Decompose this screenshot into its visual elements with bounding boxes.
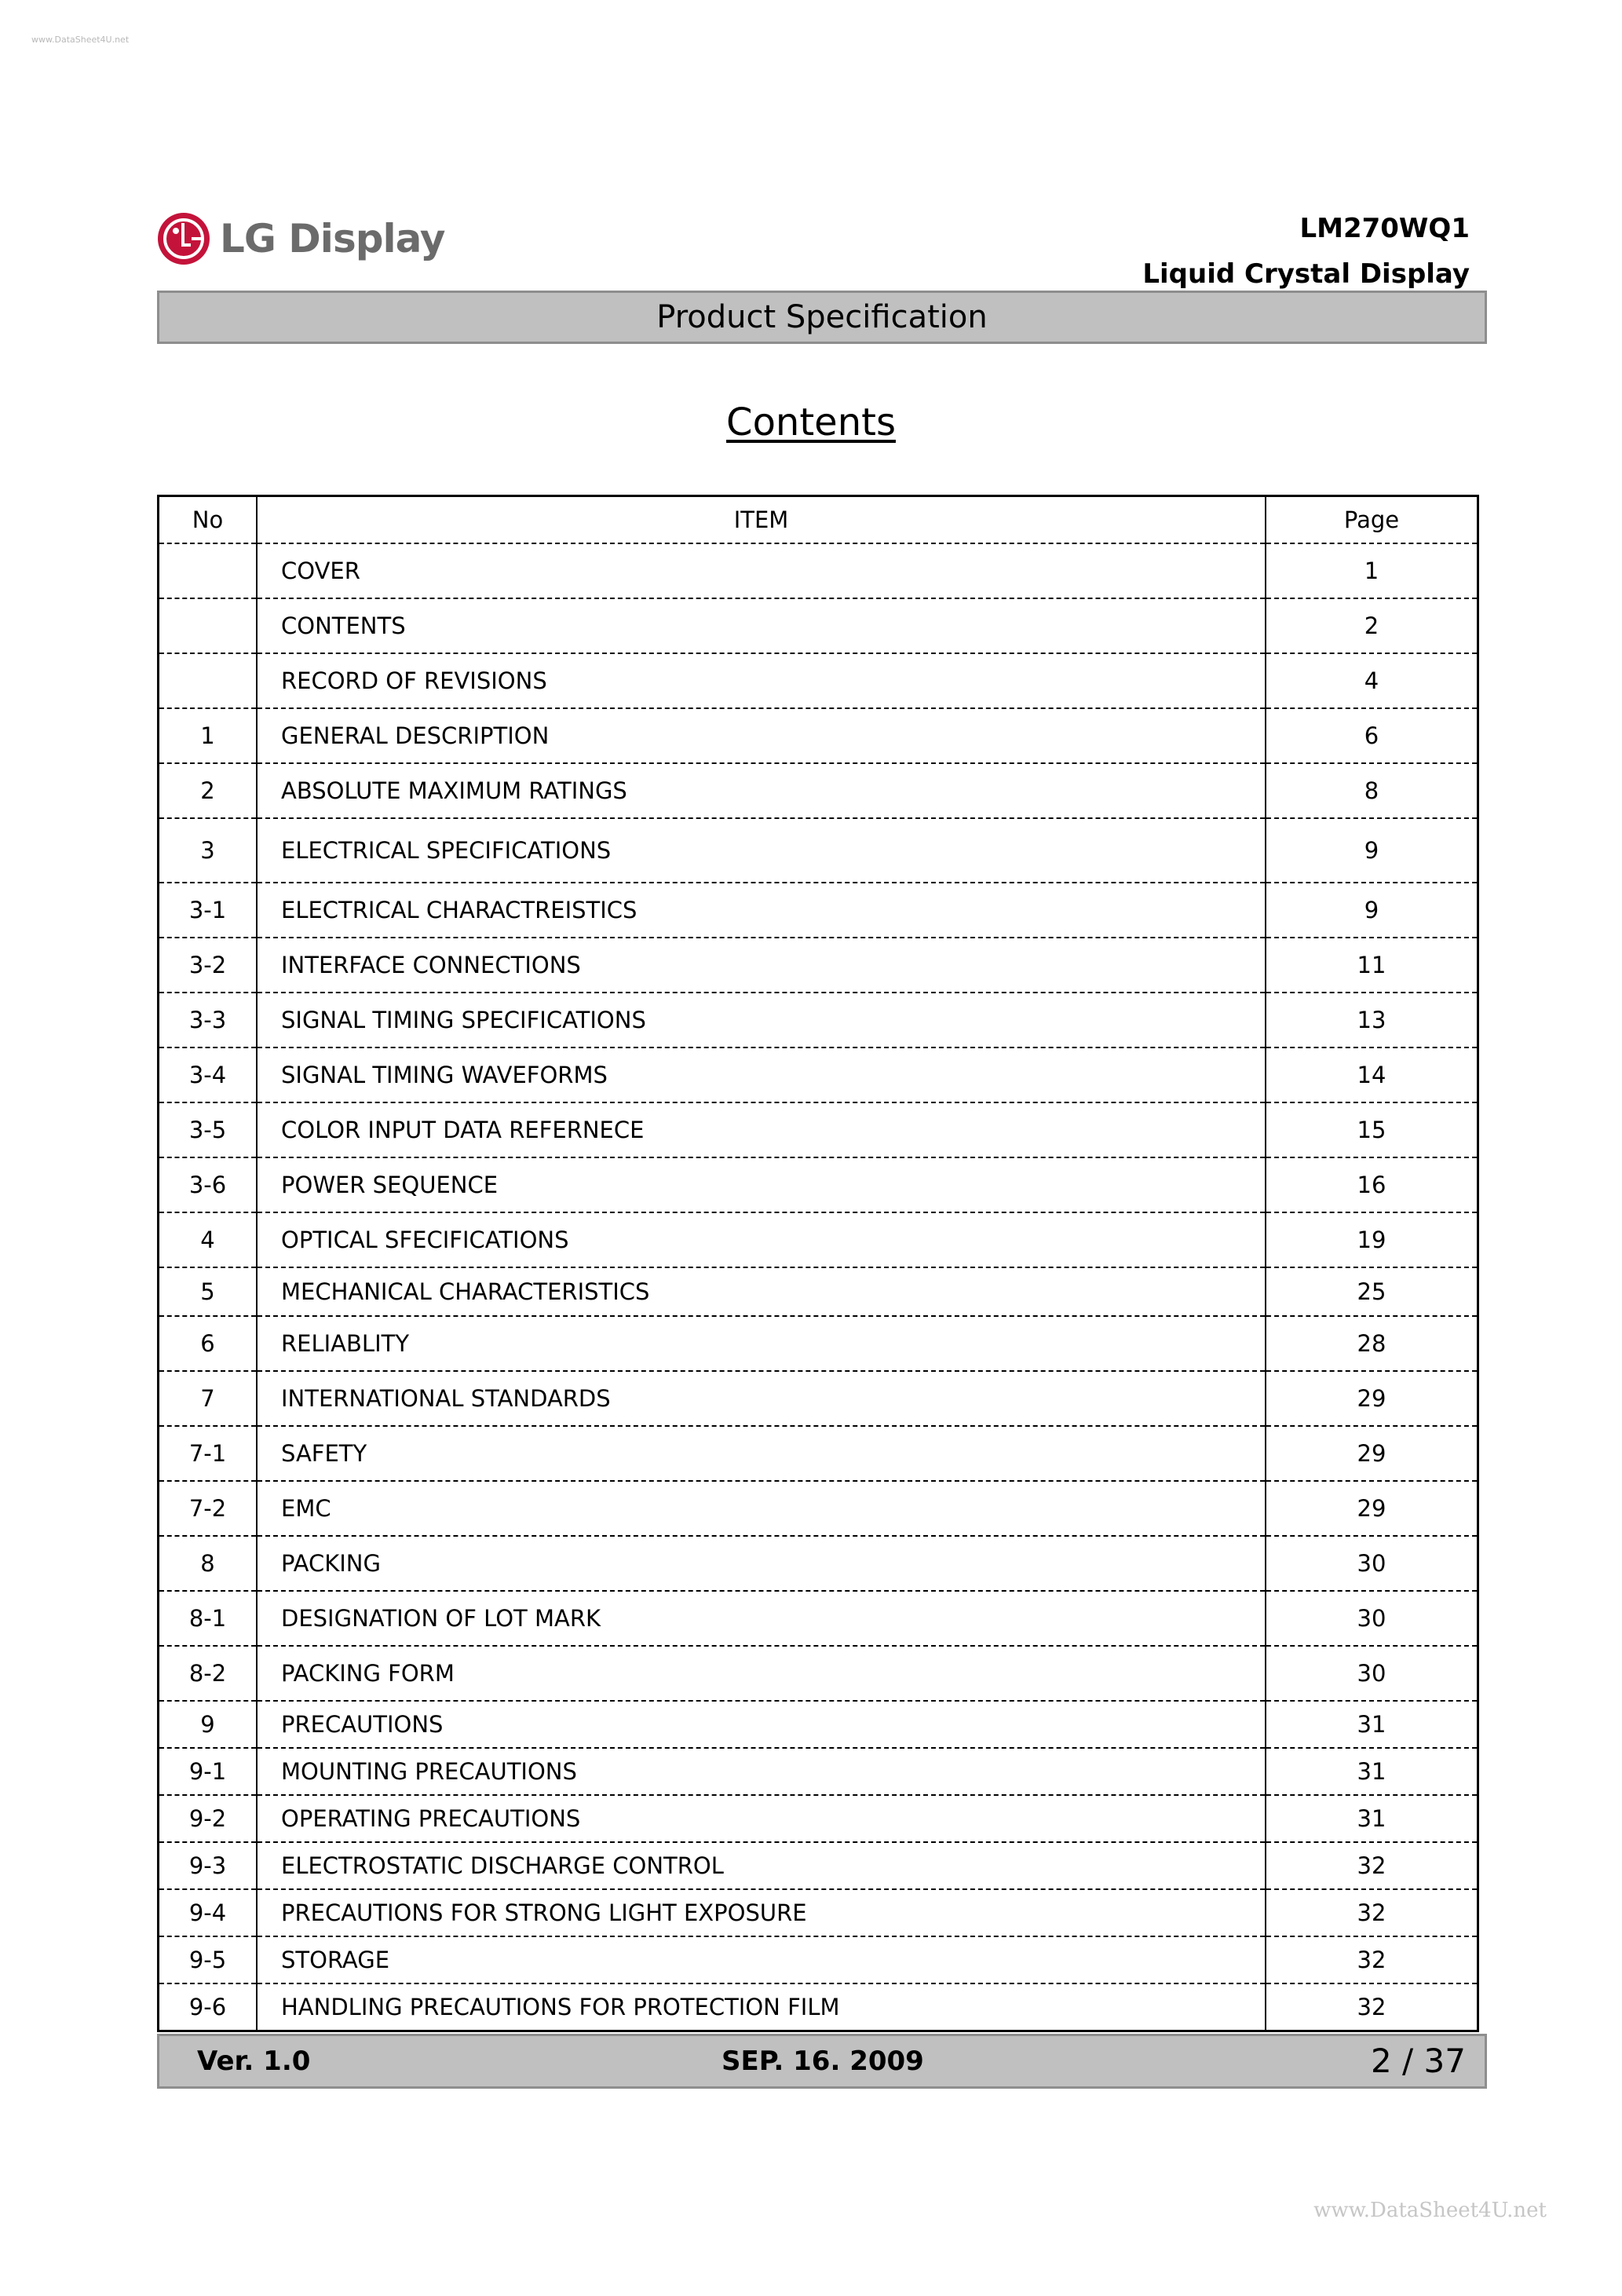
watermark-bottom: www.DataSheet4U.net bbox=[1313, 2199, 1547, 2222]
row-item: INTERNATIONAL STANDARDS bbox=[257, 1371, 1266, 1426]
model-number: LM270WQ1 bbox=[1299, 213, 1470, 244]
row-number: 6 bbox=[159, 1316, 258, 1371]
row-item: ELECTRICAL CHARACTREISTICS bbox=[257, 883, 1266, 938]
footer-date: SEP. 16. 2009 bbox=[721, 2046, 924, 2077]
row-page: 29 bbox=[1266, 1481, 1478, 1536]
row-number: 3 bbox=[159, 818, 258, 883]
table-header-row bbox=[159, 496, 1478, 544]
row-number: 9-6 bbox=[159, 1983, 258, 2031]
table-row bbox=[159, 1889, 1478, 1936]
row-page: 9 bbox=[1266, 883, 1478, 938]
row-number: 1 bbox=[159, 708, 258, 763]
table-row bbox=[159, 1591, 1478, 1646]
table-row bbox=[159, 543, 1478, 598]
lg-logo-icon bbox=[157, 212, 210, 265]
table-row bbox=[159, 993, 1478, 1047]
table-row bbox=[159, 938, 1478, 993]
row-item: EMC bbox=[257, 1481, 1266, 1536]
contents-table bbox=[157, 495, 1479, 2032]
row-number: 9 bbox=[159, 1701, 258, 1748]
row-number: 7-2 bbox=[159, 1481, 258, 1536]
row-page: 15 bbox=[1266, 1102, 1478, 1157]
row-item: DESIGNATION OF LOT MARK bbox=[257, 1591, 1266, 1646]
table-row bbox=[159, 1983, 1478, 2031]
table-row bbox=[159, 1316, 1478, 1371]
row-page: 32 bbox=[1266, 1936, 1478, 1983]
product-specification-bar bbox=[157, 291, 1487, 344]
row-page: 32 bbox=[1266, 1842, 1478, 1889]
table-row bbox=[159, 708, 1478, 763]
row-number: 9-3 bbox=[159, 1842, 258, 1889]
table-row bbox=[159, 653, 1478, 708]
row-item: PACKING bbox=[257, 1536, 1266, 1591]
table-row bbox=[159, 818, 1478, 883]
header-item: ITEM bbox=[257, 496, 1266, 544]
page-title: Contents bbox=[726, 400, 896, 444]
row-page: 29 bbox=[1266, 1426, 1478, 1481]
row-number: 3-6 bbox=[159, 1157, 258, 1212]
row-item: RELIABLITY bbox=[257, 1316, 1266, 1371]
row-page: 30 bbox=[1266, 1536, 1478, 1591]
row-number: 9-5 bbox=[159, 1936, 258, 1983]
row-item: MOUNTING PRECAUTIONS bbox=[257, 1748, 1266, 1795]
table-row bbox=[159, 1701, 1478, 1748]
row-number: 3-4 bbox=[159, 1047, 258, 1102]
row-item: GENERAL DESCRIPTION bbox=[257, 708, 1266, 763]
table-row bbox=[159, 1842, 1478, 1889]
row-number: 3-5 bbox=[159, 1102, 258, 1157]
row-item: SIGNAL TIMING SPECIFICATIONS bbox=[257, 993, 1266, 1047]
table-row bbox=[159, 1481, 1478, 1536]
table-row bbox=[159, 1646, 1478, 1701]
row-page: 28 bbox=[1266, 1316, 1478, 1371]
row-page: 14 bbox=[1266, 1047, 1478, 1102]
row-number: 9-1 bbox=[159, 1748, 258, 1795]
row-item: SAFETY bbox=[257, 1426, 1266, 1481]
row-page: 13 bbox=[1266, 993, 1478, 1047]
table-row bbox=[159, 1047, 1478, 1102]
header-model-block bbox=[1142, 206, 1470, 297]
row-page: 29 bbox=[1266, 1371, 1478, 1426]
row-page: 11 bbox=[1266, 938, 1478, 993]
footer-page-number: 2 / 37 bbox=[1370, 2042, 1466, 2080]
row-item: PACKING FORM bbox=[257, 1646, 1266, 1701]
row-number bbox=[159, 543, 258, 598]
table-row bbox=[159, 1536, 1478, 1591]
row-number: 2 bbox=[159, 763, 258, 818]
row-number: 4 bbox=[159, 1212, 258, 1267]
table-row bbox=[159, 1795, 1478, 1842]
row-item: POWER SEQUENCE bbox=[257, 1157, 1266, 1212]
row-page: 25 bbox=[1266, 1267, 1478, 1316]
table-row bbox=[159, 883, 1478, 938]
table-row bbox=[159, 1102, 1478, 1157]
footer-bar bbox=[157, 2034, 1487, 2089]
row-page: 1 bbox=[1266, 543, 1478, 598]
row-item: OPTICAL SFECIFICATIONS bbox=[257, 1212, 1266, 1267]
row-page: 8 bbox=[1266, 763, 1478, 818]
row-item: PRECAUTIONS bbox=[257, 1701, 1266, 1748]
row-page: 19 bbox=[1266, 1212, 1478, 1267]
row-page: 32 bbox=[1266, 1983, 1478, 2031]
row-page: 30 bbox=[1266, 1646, 1478, 1701]
lg-display-logo bbox=[157, 210, 444, 267]
row-item: HANDLING PRECAUTIONS FOR PROTECTION FILM bbox=[257, 1983, 1266, 2031]
row-number: 3-2 bbox=[159, 938, 258, 993]
product-type: Liquid Crystal Display bbox=[1142, 258, 1470, 290]
row-item: COLOR INPUT DATA REFERNECE bbox=[257, 1102, 1266, 1157]
row-item: STORAGE bbox=[257, 1936, 1266, 1983]
row-number: 7 bbox=[159, 1371, 258, 1426]
row-item: OPERATING PRECAUTIONS bbox=[257, 1795, 1266, 1842]
row-item: ABSOLUTE MAXIMUM RATINGS bbox=[257, 763, 1266, 818]
table-row bbox=[159, 1936, 1478, 1983]
row-item: COVER bbox=[257, 543, 1266, 598]
header-no: No bbox=[159, 496, 258, 544]
row-number: 9-4 bbox=[159, 1889, 258, 1936]
row-item: CONTENTS bbox=[257, 598, 1266, 653]
table-row bbox=[159, 1426, 1478, 1481]
row-number bbox=[159, 653, 258, 708]
row-number: 3-1 bbox=[159, 883, 258, 938]
row-page: 30 bbox=[1266, 1591, 1478, 1646]
spec-bar-label: Product Specification bbox=[656, 299, 988, 335]
table-row bbox=[159, 1371, 1478, 1426]
footer-version: Ver. 1.0 bbox=[197, 2046, 311, 2077]
table-row bbox=[159, 598, 1478, 653]
row-page: 9 bbox=[1266, 818, 1478, 883]
row-page: 2 bbox=[1266, 598, 1478, 653]
row-page: 31 bbox=[1266, 1701, 1478, 1748]
watermark-top: www.DataSheet4U.net bbox=[31, 35, 130, 45]
row-number bbox=[159, 598, 258, 653]
row-number: 8-1 bbox=[159, 1591, 258, 1646]
row-item: SIGNAL TIMING WAVEFORMS bbox=[257, 1047, 1266, 1102]
row-item: ELECTROSTATIC DISCHARGE CONTROL bbox=[257, 1842, 1266, 1889]
table-row bbox=[159, 1212, 1478, 1267]
table-row bbox=[159, 1748, 1478, 1795]
row-item: RECORD OF REVISIONS bbox=[257, 653, 1266, 708]
table-row bbox=[159, 1267, 1478, 1316]
row-page: 16 bbox=[1266, 1157, 1478, 1212]
row-item: PRECAUTIONS FOR STRONG LIGHT EXPOSURE bbox=[257, 1889, 1266, 1936]
row-number: 9-2 bbox=[159, 1795, 258, 1842]
row-number: 7-1 bbox=[159, 1426, 258, 1481]
row-item: MECHANICAL CHARACTERISTICS bbox=[257, 1267, 1266, 1316]
table-row bbox=[159, 763, 1478, 818]
row-page: 31 bbox=[1266, 1748, 1478, 1795]
row-item: INTERFACE CONNECTIONS bbox=[257, 938, 1266, 993]
row-number: 5 bbox=[159, 1267, 258, 1316]
row-item: ELECTRICAL SPECIFICATIONS bbox=[257, 818, 1266, 883]
row-number: 3-3 bbox=[159, 993, 258, 1047]
row-page: 31 bbox=[1266, 1795, 1478, 1842]
header-page: Page bbox=[1266, 496, 1478, 544]
row-number: 8 bbox=[159, 1536, 258, 1591]
row-page: 4 bbox=[1266, 653, 1478, 708]
row-page: 6 bbox=[1266, 708, 1478, 763]
row-page: 32 bbox=[1266, 1889, 1478, 1936]
row-number: 8-2 bbox=[159, 1646, 258, 1701]
logo-text: LG Display bbox=[220, 216, 445, 261]
table-row bbox=[159, 1157, 1478, 1212]
